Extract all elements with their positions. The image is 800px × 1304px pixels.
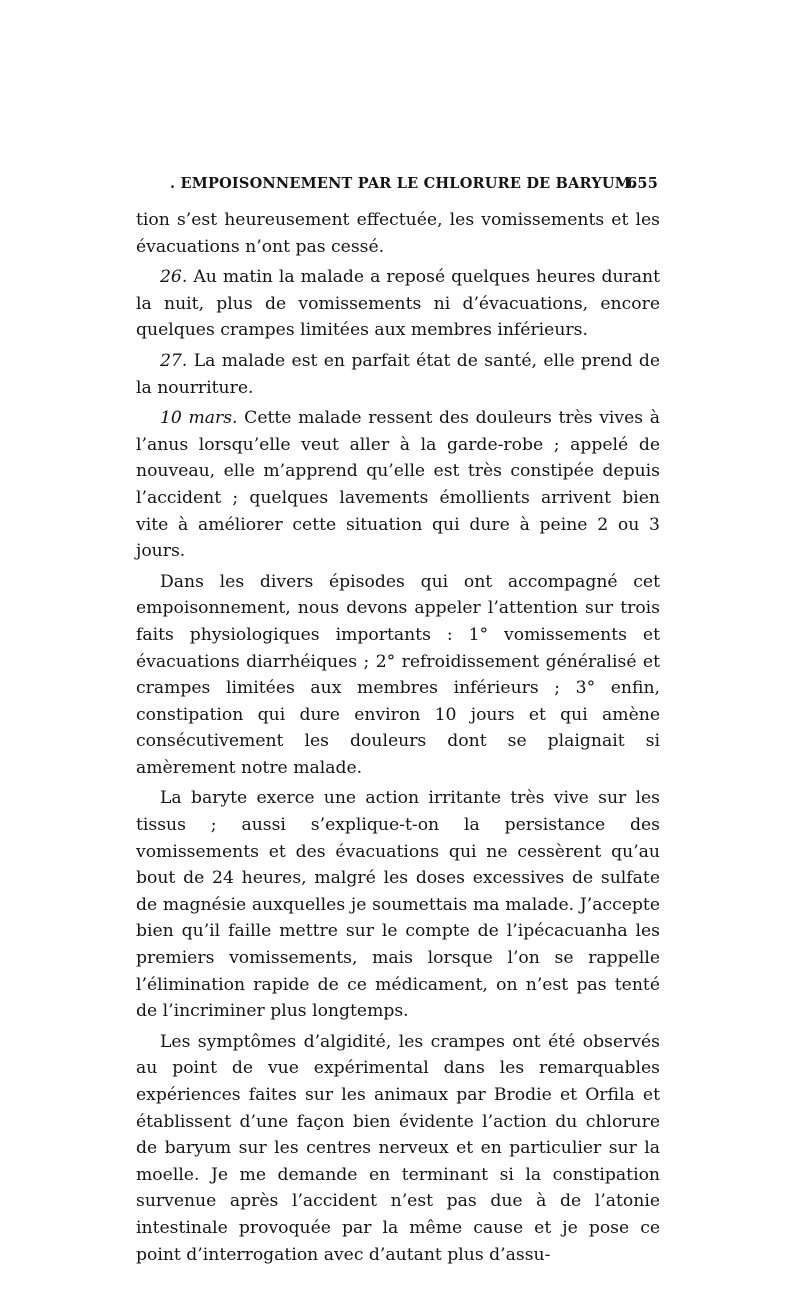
paragraph-text: La baryte exerce une action irritante très vive sur les tissus ; aussi s’explique-t-on la persistance des vomissements et des évacuations qui ne cessèrent qu’au bout de 24 heures, malgré les doses excessives de sulfate de magnésie auxquelles je soumettais ma malade. J’accepte bien qu’il faille mettre sur le compte de l’ipécacuanha les premiers vomissements, mais lorsque l’on se rappelle l’élimination rapide de ce médicament, on n’est pas tenté de l’incriminer plus longtemps. [136,788,660,1022]
running-title: . EMPOISONNEMENT PAR LE CHLORURE DE BARYUM. [170,175,637,192]
paragraph [136,348,660,401]
paragraph [136,207,660,260]
paragraph-text: La malade est en parfait état de santé, elle prend de la nourriture. [136,350,660,398]
paragraph-text: Les symptômes d’algidité, les crampes ont été observés au point de vue expérimental dans les remarquables expériences faites sur les animaux par Brodie et Orfila et établissent d’une façon bien évidente l’action du chlorure de baryum sur les centres nerveux et en particulier sur la moelle. Je me demande en terminant si la constipation survenue après l’accident n’est pas due à de l’atonie intestinale provoquée par la même cause et je pose ce point d’interrogation avec d’autant plus d’assu- [136,1031,660,1265]
page-number: 655 [627,175,658,192]
paragraph [136,405,660,565]
paragraph-text: Cette malade ressent des douleurs très vives à l’anus lorsqu’elle veut aller à la garde-robe ; appelé de nouveau, elle m’apprend qu’elle est très constipée depuis l’accident ; quelques lavements émollients arrivent bien vite à améliorer cette situation qui dure à peine 2 ou 3 jours. [136,408,660,562]
body-text [136,207,660,1272]
paragraph [136,785,660,1024]
paragraph [136,1029,660,1268]
paragraph-date: 27. [160,350,188,371]
paragraph [136,264,660,344]
paragraph-date: 26. [160,267,188,288]
paragraph-date: 10 mars. [160,408,238,429]
paragraph-text: Au matin la malade a reposé quelques heures durant la nuit, plus de vomissements ni d’évacuations, encore quelques crampes limitées aux membres inférieurs. [136,267,660,341]
paragraph [136,569,660,782]
paragraph-text: tion s’est heureusement effectuée, les vomissements et les évacuations n’ont pas cessé. [136,210,660,257]
paragraph-text: Dans les divers épisodes qui ont accompagné cet empoisonnement, nous devons appeler l’attention sur trois faits physiologiques importants : 1° vomissements et évacuations diarrhéiques ; 2° refroidissement généralisé et crampes limitées aux membres inférieurs ; 3° enfin, constipation qui dure environ 10 jours et qui amène consécutivement les douleurs dont se plaignait si amèrement notre malade. [136,571,660,778]
